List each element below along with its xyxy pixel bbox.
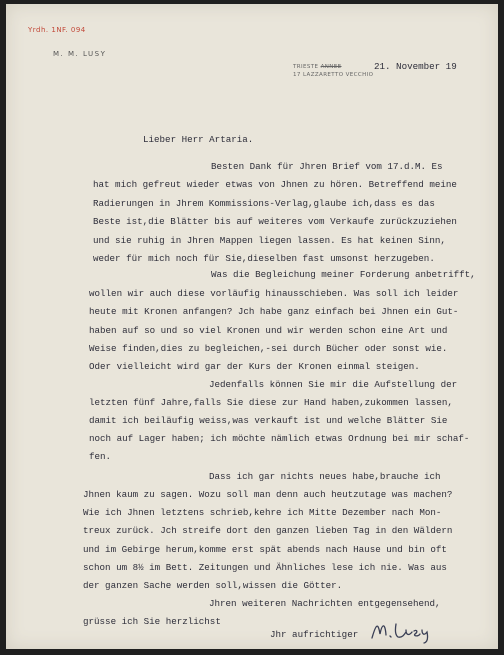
body-line: und sie ruhig in Jhren Mappen liegen lassen. Es hat keinen Sinn, (93, 235, 446, 246)
body-line: damit ich beiläufig weiss,was verkauft ist und welche Blätter Sie (89, 415, 448, 426)
letter-date: 21. November 19 (374, 61, 457, 72)
salutation: Lieber Herr Artaria. (143, 134, 254, 145)
body-line: Was die Begleichung meiner Forderung anbetrifft, (211, 269, 476, 280)
letterhead-sender: M. M. LUSY (53, 50, 107, 58)
body-line: hat mich gefreut wieder etwas von Jhnen zu hören. Betreffend meine (93, 179, 457, 190)
body-line: schon um 8½ im Bett. Zeitungen und Ähnliches lese ich nie. Was aus (83, 562, 447, 573)
body-line: Beste ist,die Blätter bis auf weiteres vom Verkaufe zurückzuziehen (93, 216, 457, 227)
body-line: grüsse ich Sie herzlichst (83, 616, 221, 627)
body-line: Jhren weiteren Nachrichten entgegensehend, (209, 598, 441, 609)
body-line: fen. (89, 451, 112, 462)
body-line: Oder vielleicht wird gar der Kurs der Kronen einmal steigen. (89, 361, 420, 372)
body-line: haben auf so und so viel Kronen und wir werden schon eine Art und (89, 325, 448, 336)
letterhead-street: 17 LAZZARETTO VECCHIO (293, 72, 374, 78)
body-line: weder für mich noch für Sie,dieselben fast umsonst herzugeben. (93, 253, 435, 264)
body-line: der ganzen Sache werden soll,wissen die Götter. (83, 580, 343, 591)
letterhead-address (293, 63, 373, 79)
closing: Jhr aufrichtiger (270, 629, 359, 640)
body-line: Besten Dank für Jhren Brief vom 17.d.M. Es (211, 161, 443, 172)
body-line: Weise finden,dies zu begleichen,-sei durch Bücher oder sonst wie. (89, 343, 448, 354)
body-line: treux zurück. Jch streife dort den ganzen lieben Tag in den Wäldern (83, 525, 453, 536)
body-line: und im Gebirge herum,komme erst spät abends nach Hause und bin oft (83, 544, 447, 555)
body-line: heute mit Kronen anfangen? Jch habe ganz einfach bei Jhnen ein Gut- (89, 306, 459, 317)
archive-mark: Yrdh. 1NF. 094 (28, 26, 86, 34)
body-line: letzten fünf Jahre,falls Sie diese zur Hand haben,zukommen lassen, (89, 397, 453, 408)
letter-sheet (6, 4, 498, 649)
handwritten-signature (368, 618, 440, 644)
body-line: Dass ich gar nichts neues habe,brauche ich (209, 471, 441, 482)
body-line: Jhnen kaum zu sagen. Wozu soll man denn auch heutzutage was machen? (83, 489, 453, 500)
letterhead-struck-word: ANNEE (320, 64, 342, 70)
body-line: Wie ich Jhnen letztens schrieb,kehre ich Mitte Dezember nach Mon- (83, 507, 442, 518)
body-line: Radierungen in Jhrem Kommissions-Verlag,glaube ich,dass es das (93, 198, 435, 209)
body-line: wollen wir auch diese vorläufig hinausschieben. Was soll ich leider (89, 288, 459, 299)
letterhead-city: TRIESTE (293, 64, 319, 70)
body-line: Jedenfalls können Sie mir die Aufstellung der (209, 379, 458, 390)
body-line: noch auf Lager haben; ich möchte nämlich etwas Ordnung bei mir schaf- (89, 433, 470, 444)
